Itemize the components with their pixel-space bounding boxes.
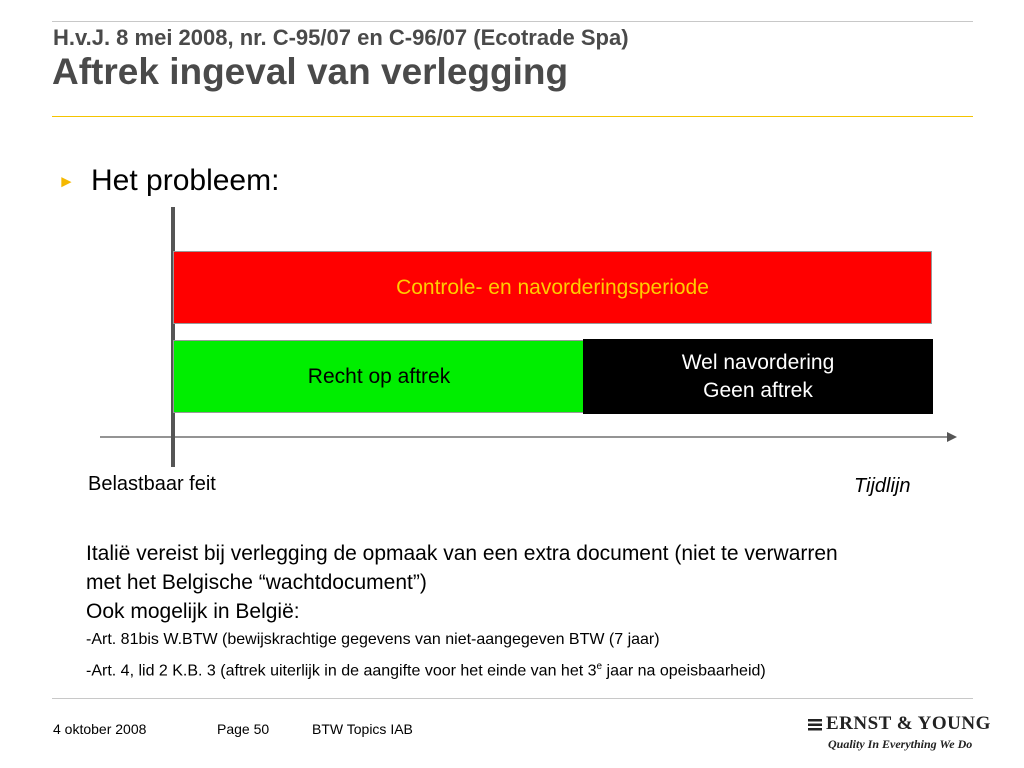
control-period-label: Controle- en navorderingsperiode [396,275,709,299]
body-line [86,653,1016,684]
deduction-right-bar [173,340,585,413]
timeline-label: Tijdlijn [854,475,911,497]
ernst-young-logo [808,713,991,752]
logo-tagline: Quality In Everything We Do [828,737,973,751]
body-text [86,539,1016,684]
bullet-text: Het probleem: [91,164,280,197]
no-deduction-bar [583,339,933,414]
body-line: Italië vereist bij verlegging de opmaak van een extra document (niet te verwarren [86,542,838,565]
no-deduction-line1: Wel navordering [681,350,835,374]
triangle-right-icon: ► [58,172,75,191]
no-deduction-line2: Geen aftrek [703,378,813,402]
superscript: e [596,661,603,672]
logo-name: ERNST & YOUNG [826,713,991,734]
footer-topic: BTW Topics IAB [312,721,413,737]
deduction-right-label: Recht op aftrek [307,364,451,388]
body-line: met het Belgische “wachtdocument”) [86,571,427,594]
timeline-arrowhead [947,432,957,442]
footer-date: 4 oktober 2008 [53,721,147,737]
footer-page-number: Page 50 [217,721,270,737]
body-line-text: -Art. 4, lid 2 K.B. 3 (aftrek uiterlijk in de aangifte voor het einde van het 3 [86,662,597,680]
logo-mark-icon [808,718,822,732]
body-line: -Art. 81bis W.BTW (bewijskrachtige gegevens van niet-aangegeven BTW (7 jaar) [86,631,660,648]
taxable-event-label: Belastbaar feit [88,473,216,495]
control-period-bar [173,251,932,324]
slide-subtitle: H.v.J. 8 mei 2008, nr. C-95/07 en C-96/07 (Ecotrade Spa) [53,25,629,50]
body-line-text: jaar na opeisbaarheid) [602,662,766,680]
body-line: Ook mogelijk in België: [86,600,300,623]
slide-title: Aftrek ingeval van verlegging [52,51,569,92]
footer-divider [52,698,973,699]
